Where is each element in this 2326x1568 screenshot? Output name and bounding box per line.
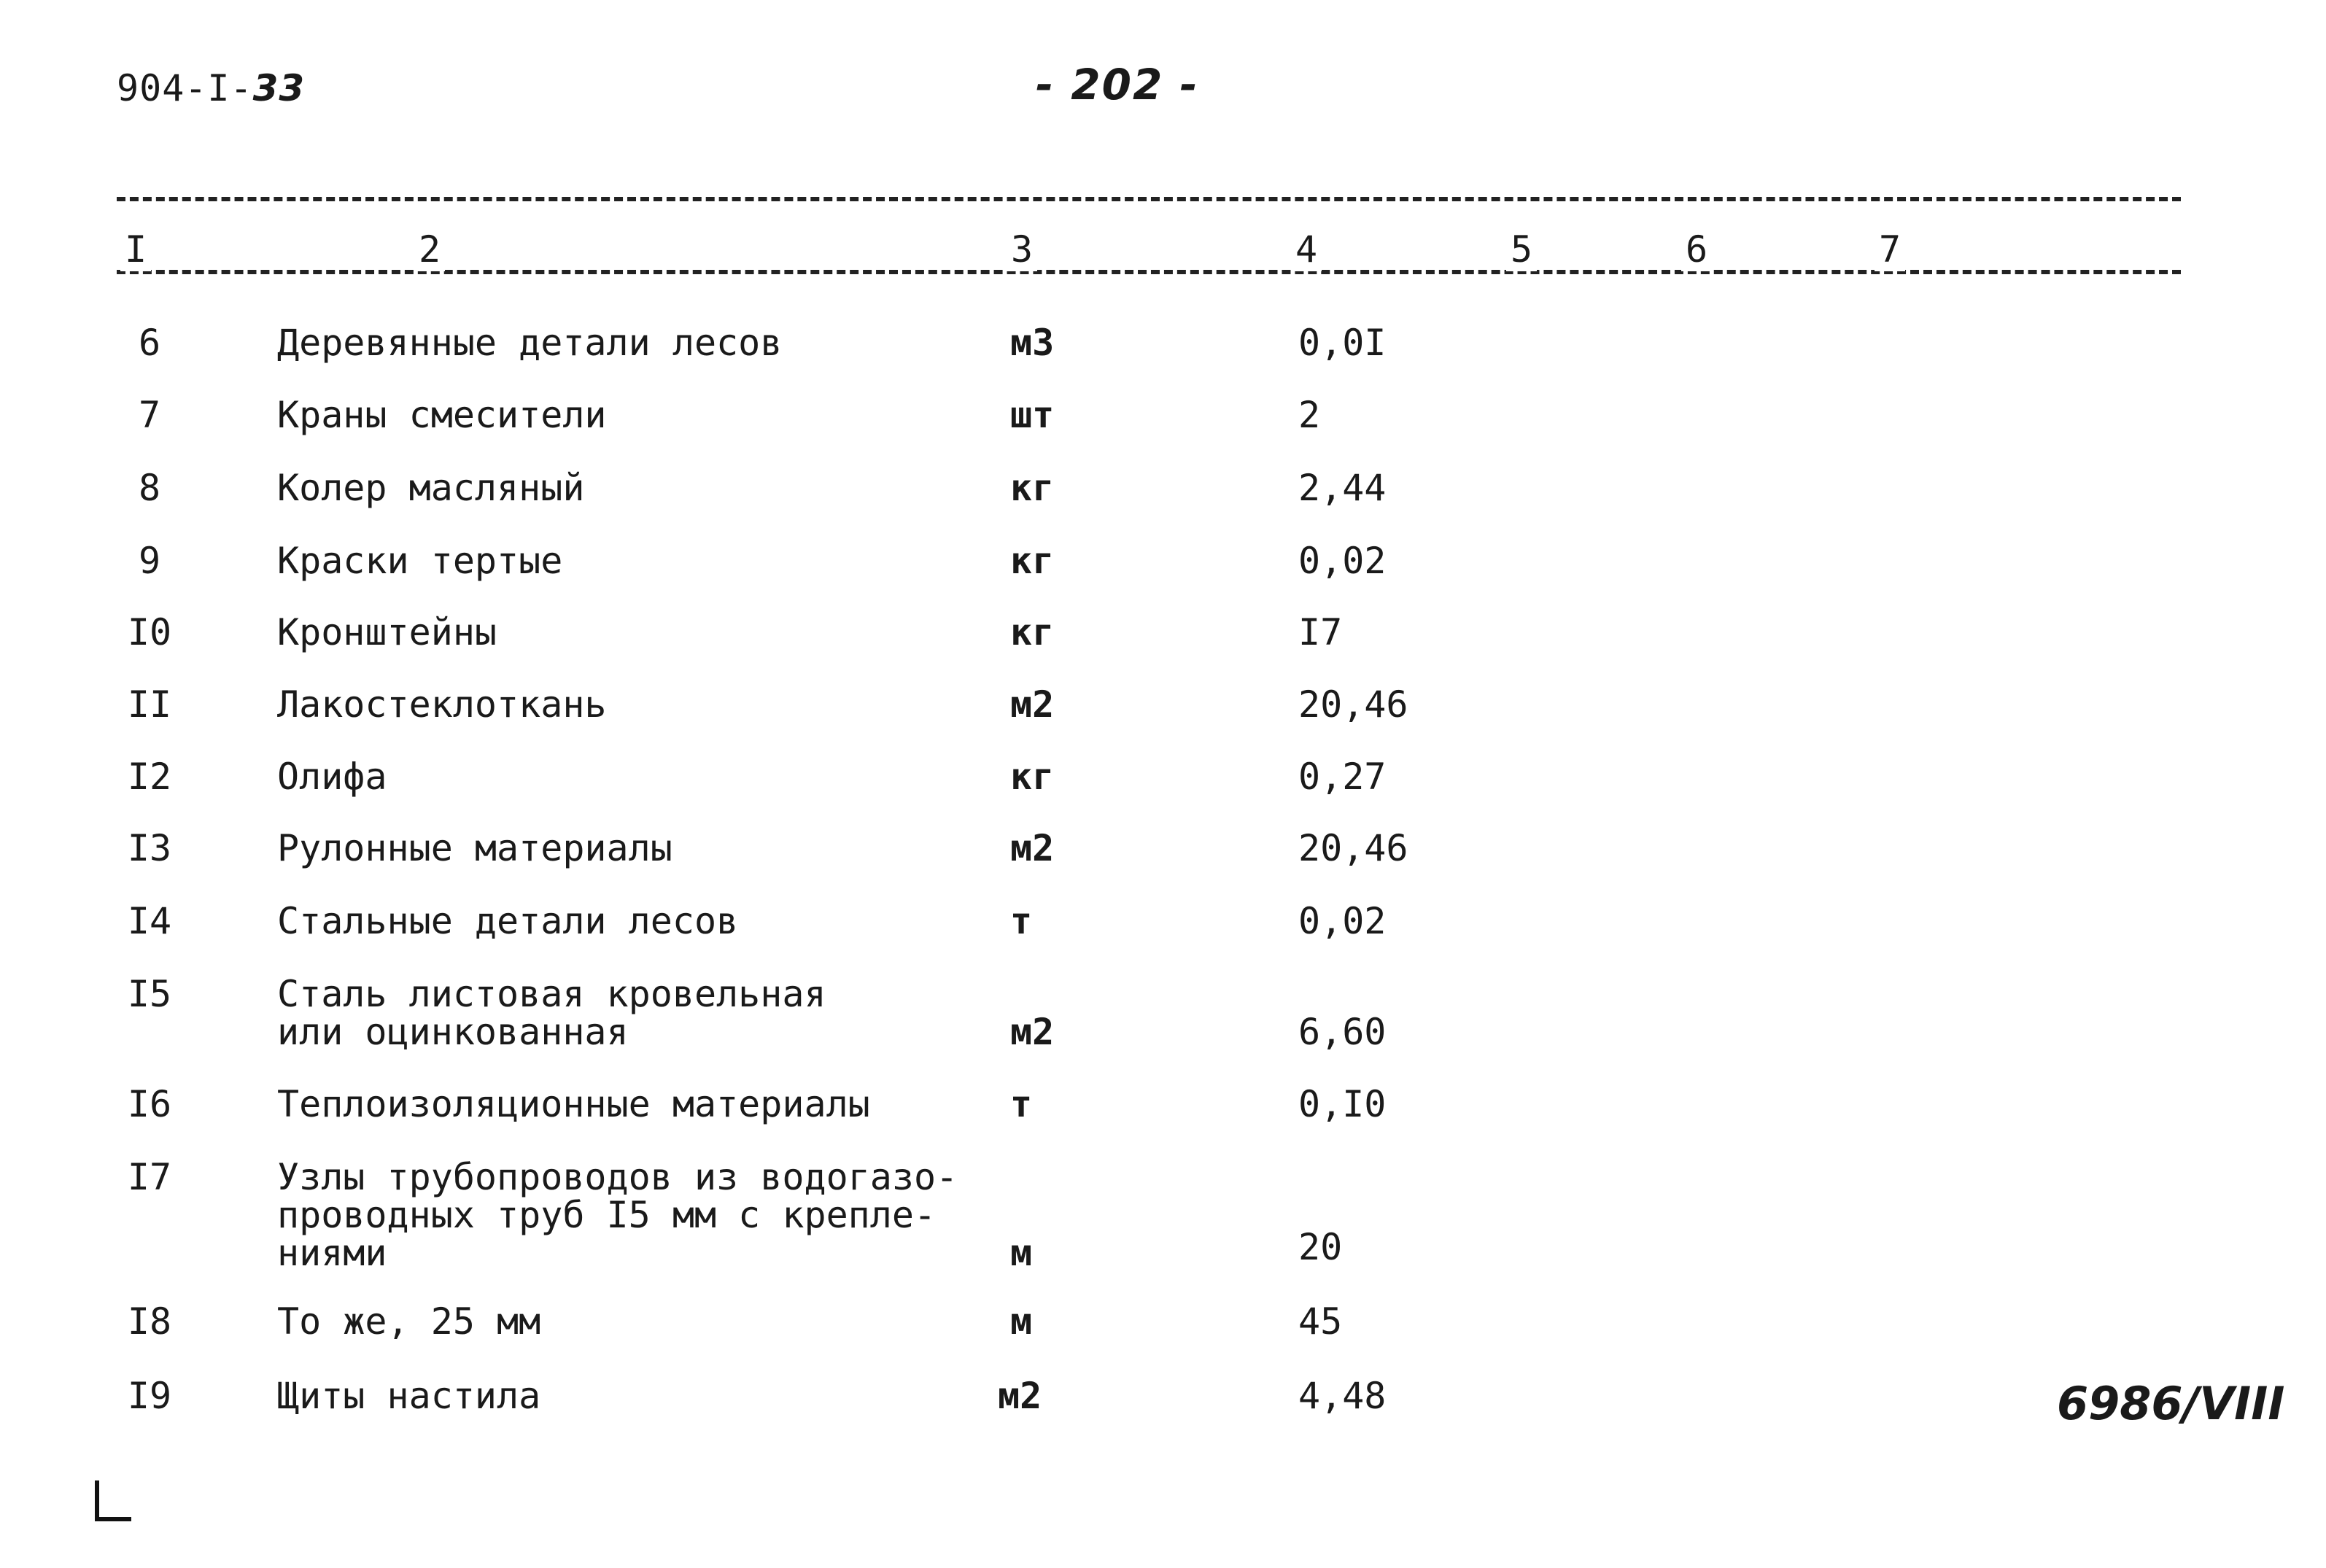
material-name: Рулонные материалы bbox=[277, 827, 672, 869]
material-name: То же, 25 мм bbox=[277, 1300, 541, 1343]
column-number: 4 bbox=[1291, 228, 1322, 271]
material-name: Сталь листовая кровельная или оцинкованная bbox=[277, 973, 826, 1053]
unit: м2 bbox=[1010, 827, 1055, 869]
quantity: 20,46 bbox=[1298, 827, 1408, 869]
column-number: 7 bbox=[1875, 228, 1905, 271]
material-name: Кронштейны bbox=[277, 611, 497, 653]
unit: кг bbox=[1010, 540, 1055, 582]
material-name: Щиты настила bbox=[277, 1375, 541, 1417]
quantity: 6,60 bbox=[1298, 1011, 1387, 1053]
column-number: I bbox=[120, 228, 151, 271]
material-name: Стальные детали лесов bbox=[277, 900, 739, 942]
doc-code-prefix: 904-I- bbox=[117, 67, 253, 109]
material-name: Лакостеклоткань bbox=[277, 683, 607, 726]
row-number: I4 bbox=[127, 900, 172, 942]
quantity: 0,I0 bbox=[1298, 1083, 1387, 1125]
row-number: I2 bbox=[127, 756, 172, 798]
unit: шт bbox=[1010, 394, 1055, 436]
unit: м bbox=[1010, 1300, 1033, 1343]
material-name: Узлы трубопроводов из водогазо- проводных труб I5 мм с крепле- ниями bbox=[277, 1156, 958, 1274]
quantity: 0,0I bbox=[1298, 322, 1387, 364]
unit: т bbox=[1010, 900, 1033, 942]
header-rule-top bbox=[117, 197, 2181, 201]
row-number: I0 bbox=[127, 611, 172, 653]
quantity: 2,44 bbox=[1298, 467, 1387, 509]
unit: кг bbox=[1010, 467, 1055, 509]
row-number: II bbox=[127, 683, 172, 726]
unit: кг bbox=[1010, 756, 1055, 798]
quantity: 4,48 bbox=[1298, 1375, 1387, 1417]
quantity: 0,27 bbox=[1298, 756, 1387, 798]
quantity: 0,02 bbox=[1298, 900, 1387, 942]
column-number: 5 bbox=[1506, 228, 1537, 271]
column-number: 3 bbox=[1007, 228, 1037, 271]
unit: м bbox=[1010, 1232, 1033, 1274]
quantity: 0,02 bbox=[1298, 540, 1387, 582]
row-number: I7 bbox=[127, 1156, 172, 1198]
unit: т bbox=[1010, 1083, 1033, 1125]
row-number: 7 bbox=[138, 394, 161, 436]
unit: м2 bbox=[998, 1375, 1042, 1417]
material-name: Краски тертые bbox=[277, 540, 563, 582]
column-number: 2 bbox=[414, 228, 445, 271]
doc-code-suffix: 33 bbox=[252, 67, 306, 109]
unit: кг bbox=[1010, 611, 1055, 653]
column-number: 6 bbox=[1681, 228, 1712, 271]
quantity: I7 bbox=[1298, 611, 1343, 653]
material-name: Олифа bbox=[277, 756, 387, 798]
unit: м3 bbox=[1010, 322, 1055, 364]
quantity: 45 bbox=[1298, 1300, 1343, 1343]
row-number: I3 bbox=[127, 827, 172, 869]
unit: м2 bbox=[1010, 683, 1055, 726]
material-name: Теплоизоляционные материалы bbox=[277, 1083, 870, 1125]
row-number: I9 bbox=[127, 1375, 172, 1417]
corner-mark bbox=[95, 1480, 131, 1521]
material-name: Краны смесители bbox=[277, 394, 607, 436]
quantity: 20 bbox=[1298, 1226, 1343, 1268]
unit: м2 bbox=[1010, 1011, 1055, 1053]
row-number: 6 bbox=[138, 322, 161, 364]
doc-code bbox=[117, 67, 305, 109]
material-name: Колер масляный bbox=[277, 467, 585, 509]
row-number: I6 bbox=[127, 1083, 172, 1125]
quantity: 20,46 bbox=[1298, 683, 1408, 726]
quantity: 2 bbox=[1298, 394, 1321, 436]
page-number: - 202 - bbox=[1036, 60, 1199, 109]
row-number: I8 bbox=[127, 1300, 172, 1343]
row-number: 9 bbox=[138, 540, 161, 582]
row-number: I5 bbox=[127, 973, 172, 1015]
archive-stamp: 6986/VIII bbox=[2057, 1377, 2285, 1430]
material-name: Деревянные детали лесов bbox=[277, 322, 783, 364]
row-number: 8 bbox=[138, 467, 161, 509]
